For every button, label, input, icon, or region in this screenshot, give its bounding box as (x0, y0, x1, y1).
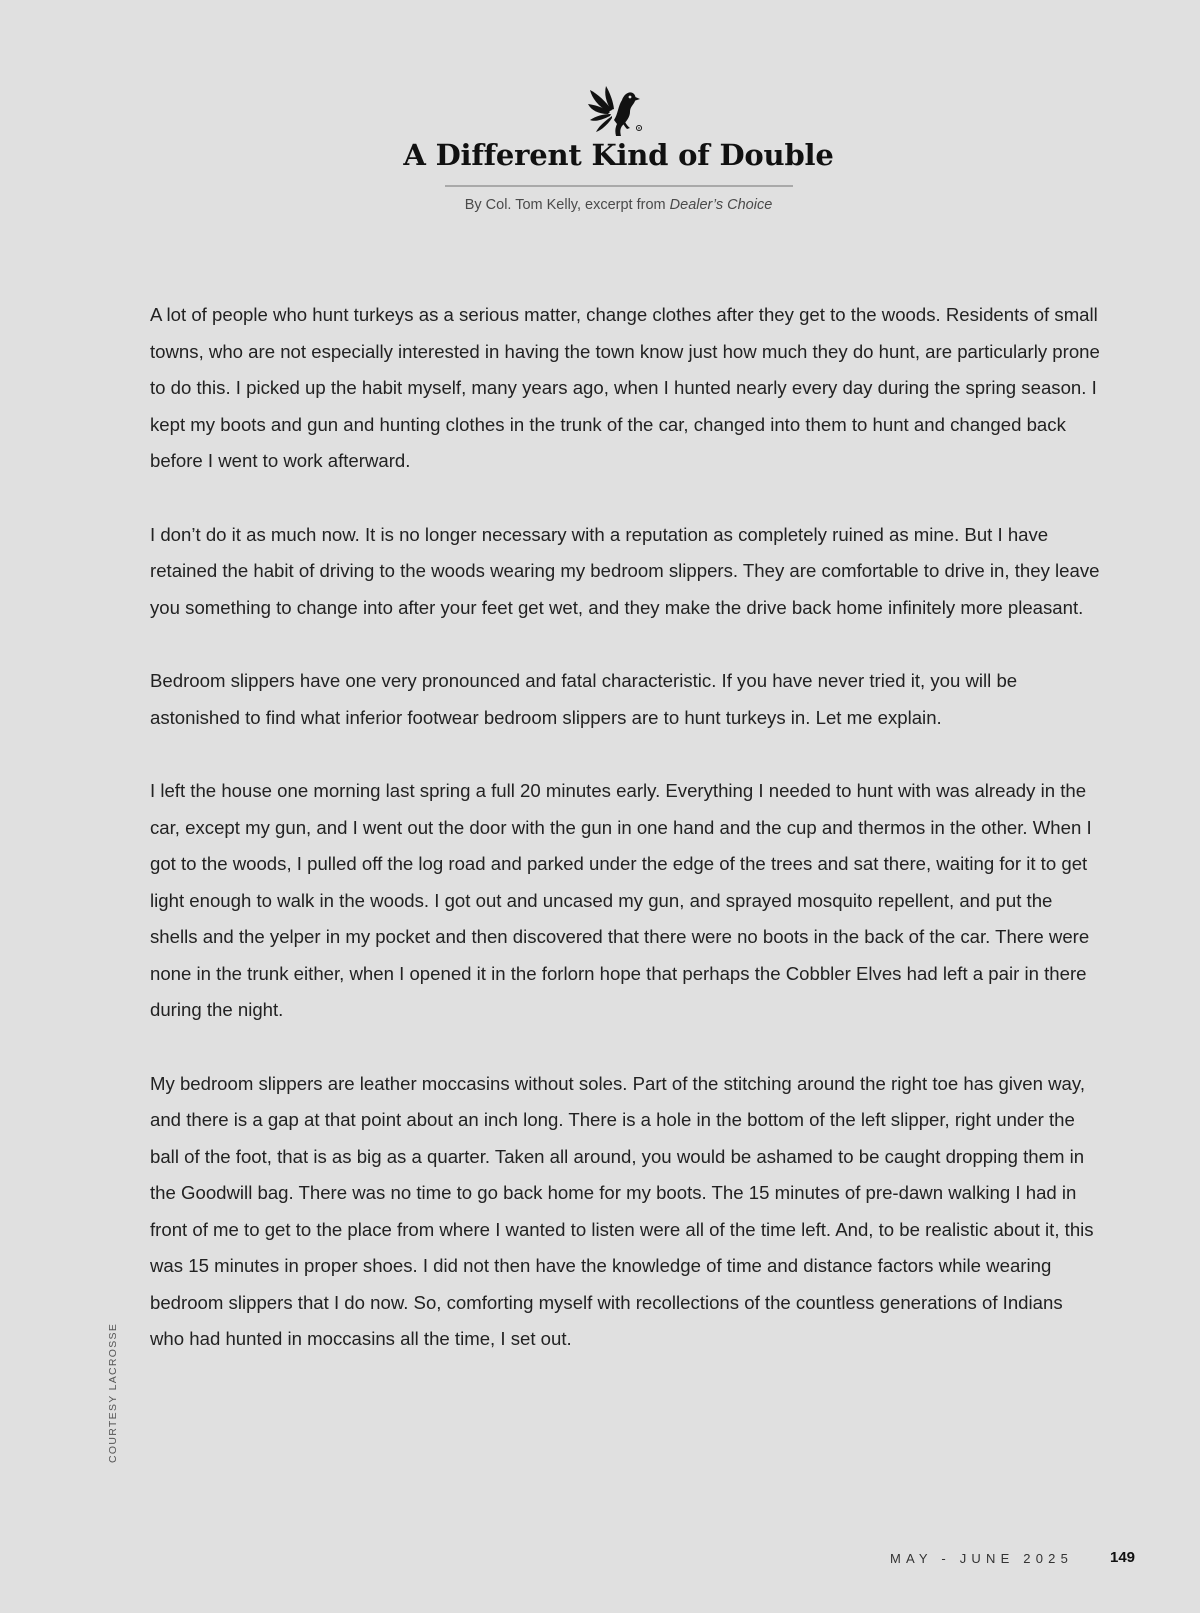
article-body (150, 297, 1100, 1395)
article-paragraph: I left the house one morning last spring a full 20 minutes early. Everything I needed to hunt with was already in the car, except my gun, and I went out the door with the gun in one hand and the cup and thermos in the other. When I got to the woods, I pulled off the log road and parked under the edge of the trees and sat there, waiting for it to get light enough to walk in the woods. I got out and uncased my gun, and sprayed mosquito repellent, and put the shells and the yelper in my pocket and then discovered that there were no boots in the back of the car. There were none in the trunk either, when I opened it in the forlorn hope that perhaps the Cobbler Elves had left a pair in there during the night. (150, 780, 1092, 1020)
article-paragraph: A lot of people who hunt turkeys as a serious matter, change clothes after they get to the woods. Residents of small towns, who are not especially interested in having the town know just how much they do hunt, are particularly prone to do this. I picked up the habit myself, many years ago, when I hunted nearly every day during the spring season. I kept my boots and gun and hunting clothes in the trunk of the car, changed into them to hunt and changed back before I went to work afterward. (150, 304, 1100, 471)
byline (0, 197, 1200, 213)
photo-credit: COURTESY LACROSSE (107, 1322, 119, 1463)
article-paragraph: Bedroom slippers have one very pronounced and fatal characteristic. If you have never tried it, you will be astonished to find what inferior footwear bedroom slippers are to hunt turkeys in. Let me explain. (150, 670, 1018, 728)
article-paragraph: I don’t do it as much now. It is no longer necessary with a reputation as completely ruined as mine. But I have retained the habit of driving to the woods wearing my bedroom slippers. They are comfortable to drive in, they leave you something to change into after your feet get wet, and they make the drive back home infinitely more pleasant. (150, 523, 1100, 618)
page-number: 149 (1110, 1549, 1136, 1566)
article-paragraph: My bedroom slippers are leather moccasins without soles. Part of the stitching around the right toe has given way, and there is a gap at that point about an inch long. There is a hole in the bottom of the left slipper, right under the ball of the foot, that is as big as a quarter. Taken all around, you would be ashamed to be caught dropping them in the Goodwill bag. There was no time to go back home for my boots. The 15 minutes of pre-dawn walking I had in front of me to get to the place from where I wanted to listen were all of the time left. And, to be realistic about it, this was 15 minutes in proper shoes. I did not then have the knowledge of time and distance factors while wearing bedroom slippers that I do now. So, comforting myself with recollections of the countless generations of Indians who had hunted in moccasins all the time, I set out. (150, 1072, 1094, 1349)
byline-source-title: Dealer’s Choice (669, 197, 773, 213)
issue-date: MAY - JUNE 2025 (890, 1551, 1074, 1566)
article-title: A Different Kind of Double (403, 138, 834, 172)
byline-author: By Col. Tom Kelly, excerpt from (464, 197, 670, 213)
svg-text:R: R (637, 126, 641, 131)
title-divider (445, 185, 793, 187)
turkey-head-logo-icon (588, 84, 648, 136)
